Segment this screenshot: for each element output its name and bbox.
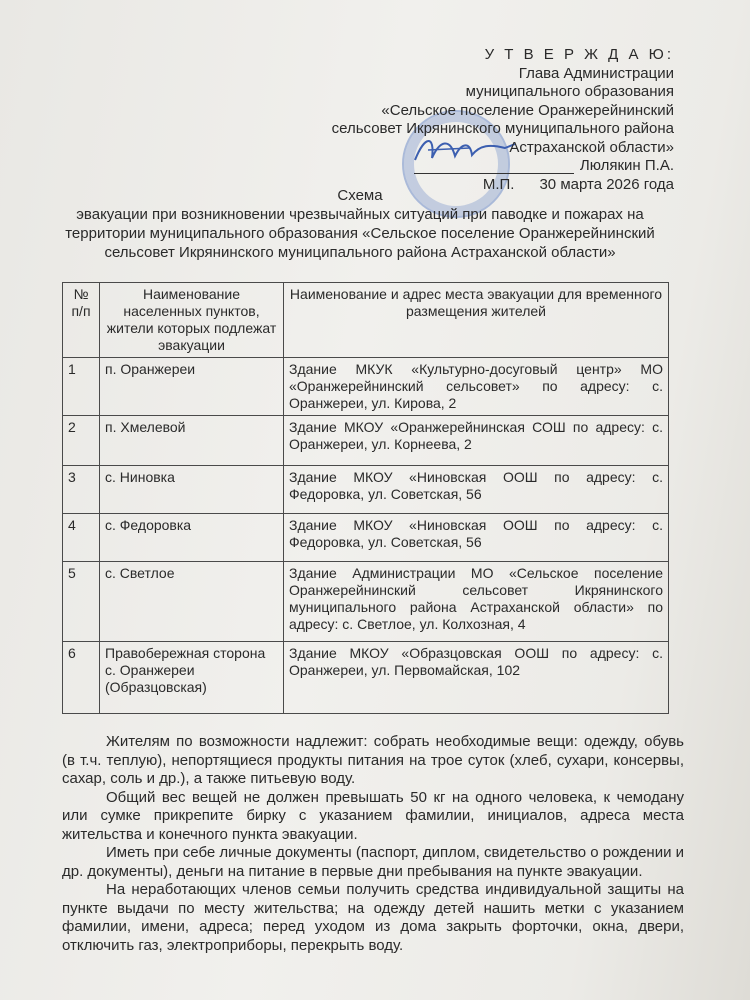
table-row [63,642,669,714]
row-num: 6 [63,642,100,714]
row-place: с. Ниновка [100,466,284,514]
paragraph: На неработающих членов семьи получить средства индивидуальной защиты на пункте выдачи по месту жительства; на одежду детей нашить метки с указанием фамилии, имени, адреса; перед уходом из дома закрыть форточки, окна, двери, отключить газ, электроприборы, перекрыть воду. [62,881,684,954]
row-address: Здание МКОУ «Образцовская ООШ по адресу: с. Оранжереи, ул. Первомайская, 102 [284,642,669,714]
table-header-row [63,283,669,358]
row-num: 3 [63,466,100,514]
evacuation-table [62,282,669,714]
document-title [60,186,660,262]
paragraph: Жителям по возможности надлежит: собрать необходимые вещи: одежду, обувь (в т.ч. теплую), непортящиеся продукты питания на трое суток (хлеб, сухари, консервы, сахар, соль и др.), а также питьевую воду. [62,733,684,787]
row-place: п. Хмелевой [100,416,284,466]
table-row [63,514,669,562]
table-row [63,466,669,514]
paragraph: Иметь при себе личные документы (паспорт, диплом, свидетельство о рождении и др. документы), деньги на питание в первые дни пребывания на пункте эвакуации. [62,844,684,880]
approval-date: 30 марта 2026 года [539,175,674,193]
row-place: Правобережная сторона с. Оранжереи (Образцовская) [100,642,284,714]
row-address: Здание Администрации МО «Сельское поселение Оранжерейнинский сельсовет Икрянинского муниципального района Астраханской области» по адресу: с. Светлое, ул. Колхозная, 4 [284,562,669,642]
row-address: Здание МКУК «Культурно-досуговый центр» МО «Оранжерейнинский сельсовет» по адресу: с. Оранжереи, ул. Кирова, 2 [284,358,669,416]
title-line-2: эвакуации при возникновении чрезвычайных ситуаций при паводке и пожарах на территории муниципального образования «Сельское поселение Оранжерейнинский сельсовет Икрянинского муниципального района Астраханской области» [65,206,655,261]
row-num: 5 [63,562,100,642]
instructions-text [62,733,684,955]
signature-blank [414,157,574,174]
table-row [63,416,669,466]
row-num: 2 [63,416,100,466]
row-place: с. Федоровка [100,514,284,562]
approval-block [294,46,674,194]
table-row [63,358,669,416]
signature-line [294,157,674,176]
paragraph: Общий вес вещей не должен превышать 50 кг на одного человека, к чемодану или сумке прикрепите бирку с указанием фамилии, инициалов, адреса места жительства и конечного пункта эвакуации. [62,788,684,843]
title-line-1: Схема [337,187,383,204]
approval-line: Астраханской области» [509,138,674,156]
header-address: Наименование и адрес места эвакуации для временного размещения жителей [284,283,669,358]
row-address: Здание МКОУ «Оранжерейнинская СОШ по адресу: с. Оранжереи, ул. Корнеева, 2 [284,416,669,466]
row-num: 1 [63,358,100,416]
row-num: 4 [63,514,100,562]
row-address: Здание МКОУ «Ниновская ООШ по адресу: с. Федоровка, ул. Советская, 56 [284,514,669,562]
approval-line: муниципального образования [465,83,674,100]
row-place: с. Светлое [100,562,284,642]
approval-line: «Сельское поселение Оранжерейнинский [381,101,674,119]
approval-line: сельсовет Икрянинского муниципального района [331,120,674,137]
approval-heading: У Т В Е Р Ж Д А Ю: [484,46,674,63]
row-address: Здание МКОУ «Ниновская ООШ по адресу: с. Федоровка, ул. Советская, 56 [284,466,669,514]
approval-line: Глава Администрации [518,64,674,82]
table-row [63,562,669,642]
stamp-label: М.П. [482,175,515,193]
row-place: п. Оранжереи [100,358,284,416]
header-place: Наименование населенных пунктов, жители которых подлежат эвакуации [100,283,284,358]
signatory-name: Люлякин П.А. [579,157,674,174]
header-num: № п/п [63,283,100,358]
